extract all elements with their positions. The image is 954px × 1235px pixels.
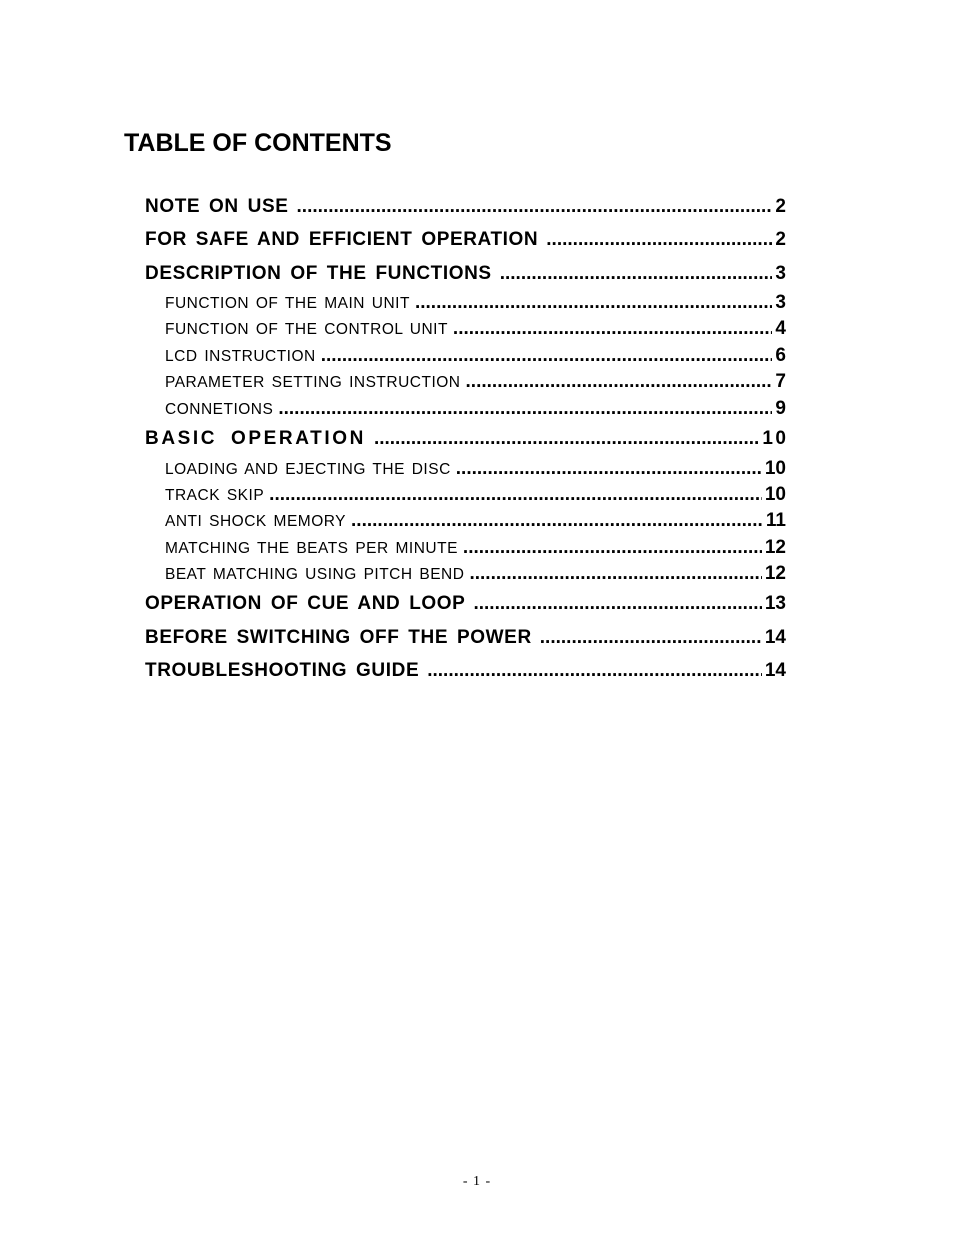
toc-entry-page: 2 — [775, 196, 786, 217]
toc-entry-connetions[interactable] — [165, 398, 786, 420]
toc-entry-track-skip[interactable] — [165, 484, 786, 506]
toc-entry-label: LOADING AND EJECTING THE DISC — [165, 461, 451, 478]
toc-entry-label: LCD INSTRUCTION — [165, 348, 316, 365]
dot-leader — [427, 660, 762, 682]
toc-entry-safe-operation[interactable] — [145, 229, 786, 251]
dot-leader — [297, 196, 773, 218]
toc-entry-page: 10 — [764, 458, 786, 479]
toc-entry-label: TRACK SKIP — [165, 487, 265, 504]
toc-entry-lcd-instruction[interactable] — [165, 345, 786, 367]
toc-entry-label: TROUBLESHOOTING GUIDE — [145, 660, 420, 681]
toc-entry-loading-ejecting[interactable] — [165, 458, 786, 480]
dot-leader — [463, 537, 762, 559]
toc-entry-page: 3 — [775, 292, 786, 313]
dot-leader — [466, 371, 773, 393]
dot-leader — [546, 229, 772, 251]
page-number: - 1 - — [462, 1174, 492, 1189]
toc-entry-page: 2 — [775, 229, 786, 250]
dot-leader — [473, 593, 761, 615]
toc-entry-label: NOTE ON USE — [145, 196, 289, 217]
toc-entry-page: 12 — [764, 537, 786, 558]
toc-entry-page: 9 — [775, 398, 786, 419]
toc-entry-page: 10 — [762, 428, 789, 449]
toc-entry-label: OPERATION OF CUE AND LOOP — [145, 593, 466, 614]
dot-leader — [321, 345, 773, 367]
toc-entry-page: 3 — [775, 263, 786, 284]
dot-leader — [278, 398, 772, 420]
toc-entry-label: BASIC OPERATION — [145, 428, 366, 449]
toc-entry-description-of-functions[interactable] — [145, 263, 786, 285]
toc-entry-page: 7 — [775, 371, 786, 392]
toc-entry-page: 11 — [765, 510, 786, 531]
page-title: TABLE OF CONTENTS — [124, 129, 392, 157]
dot-leader — [374, 428, 759, 450]
toc-entry-label: DESCRIPTION OF THE FUNCTIONS — [145, 263, 492, 284]
toc-entry-note-on-use[interactable] — [145, 196, 786, 218]
toc-entry-beat-matching-pitch-bend[interactable] — [165, 563, 786, 585]
toc-entry-anti-shock-memory[interactable] — [165, 510, 786, 532]
toc-entry-before-switching-off[interactable] — [145, 627, 786, 649]
toc-entry-label: BEFORE SWITCHING OFF THE POWER — [145, 627, 532, 648]
toc-entry-matching-beats[interactable] — [165, 537, 786, 559]
toc-entry-basic-operation[interactable] — [145, 428, 789, 450]
dot-leader — [453, 318, 773, 340]
dot-leader — [500, 263, 773, 285]
toc-entry-label: CONNETIONS — [165, 401, 274, 418]
dot-leader — [415, 292, 772, 314]
toc-entry-label: BEAT MATCHING USING PITCH BEND — [165, 566, 465, 583]
toc-entry-function-control-unit[interactable] — [165, 318, 786, 340]
dot-leader — [540, 627, 762, 649]
toc-entry-page: 10 — [764, 484, 786, 505]
toc-entry-page: 4 — [775, 318, 786, 339]
dot-leader — [456, 458, 762, 480]
dot-leader — [469, 563, 761, 585]
toc-entry-page: 14 — [764, 660, 786, 681]
toc-entry-troubleshooting[interactable] — [145, 660, 786, 682]
toc-entry-label: FOR SAFE AND EFFICIENT OPERATION — [145, 229, 539, 250]
dot-leader — [351, 510, 763, 532]
toc-entry-label: PARAMETER SETTING INSTRUCTION — [165, 374, 461, 391]
toc-entry-page: 6 — [775, 345, 786, 366]
toc-entry-function-main-unit[interactable] — [165, 292, 786, 314]
toc-entry-page: 14 — [764, 627, 786, 648]
toc-entry-label: FUNCTION OF THE MAIN UNIT — [165, 295, 410, 312]
toc-entry-page: 13 — [764, 593, 786, 614]
toc-entry-label: ANTI SHOCK MEMORY — [165, 513, 347, 530]
toc-entry-label: MATCHING THE BEATS PER MINUTE — [165, 540, 458, 557]
toc-entry-cue-and-loop[interactable] — [145, 593, 786, 615]
toc-entry-page: 12 — [764, 563, 786, 584]
toc-entry-parameter-setting[interactable] — [165, 371, 786, 393]
dot-leader — [269, 484, 762, 506]
toc-entry-label: FUNCTION OF THE CONTROL UNIT — [165, 321, 448, 338]
